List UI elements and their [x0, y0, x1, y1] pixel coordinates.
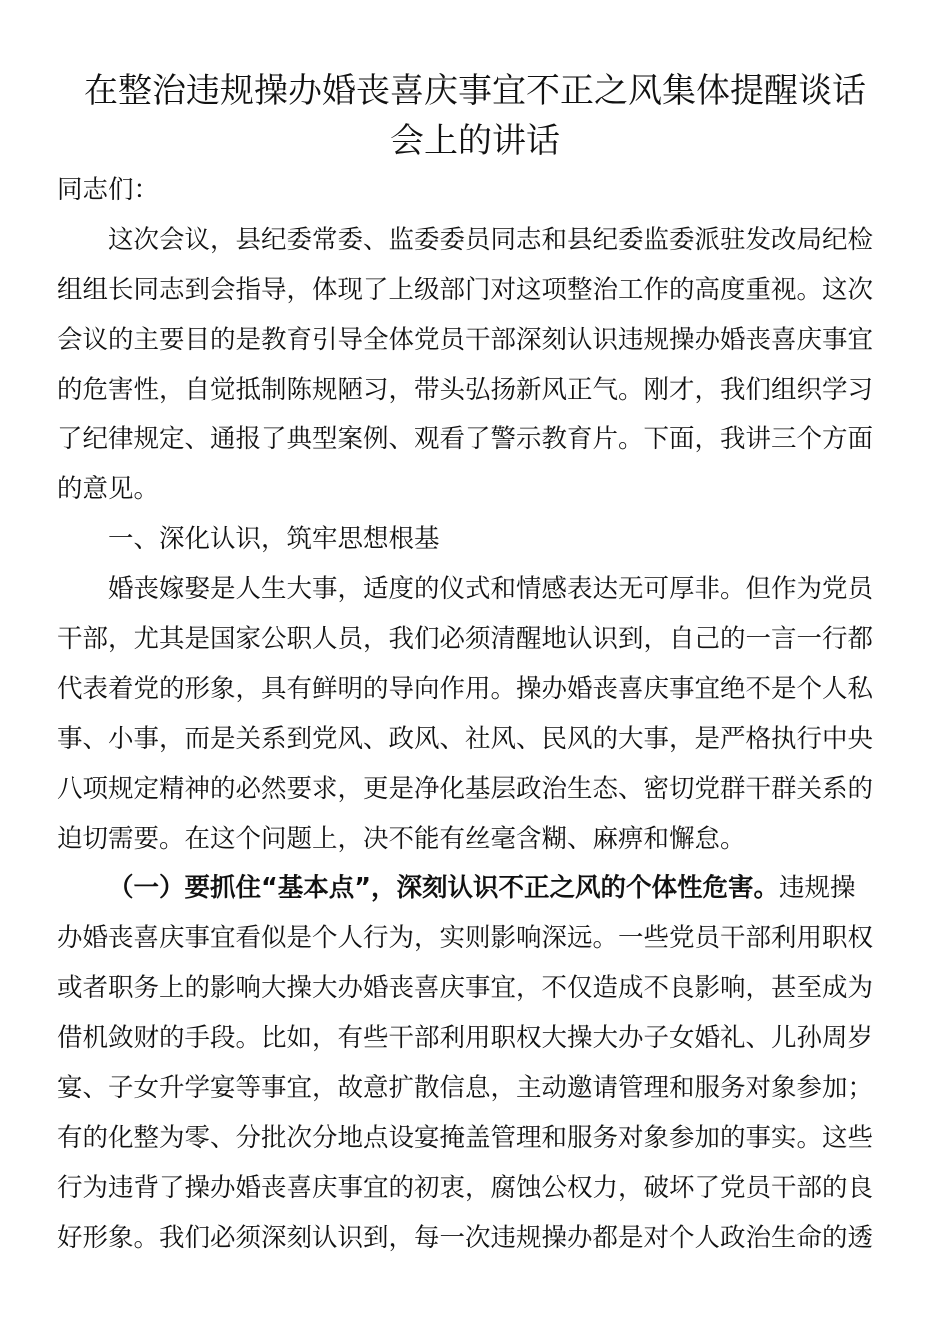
- salutation: 同志们：: [57, 175, 160, 205]
- paragraph-line: 或者职务上的影响大操大办婚丧喜庆事宜，不仅造成不良影响，甚至成为: [57, 973, 874, 1004]
- paragraph-line: 干部，尤其是国家公职人员，我们必须清醒地认识到，自己的一言一行都: [57, 624, 874, 655]
- subsection-heading: （一）要抓住“基本点”，深刻认识不正之风的个体性危害。: [108, 873, 780, 904]
- paragraph-line: 会议的主要目的是教育引导全体党员干部深刻认识违规操办婚丧喜庆事宜: [57, 324, 874, 355]
- paragraph-line: 了纪律规定、通报了典型案例、观看了警示教育片。下面，我讲三个方面: [57, 424, 874, 455]
- paragraph-line: 这次会议，县纪委常委、监委委员同志和县纪委监委派驻发改局纪检: [108, 224, 874, 255]
- paragraph-subsection1: [57, 864, 877, 1263]
- document-body: [57, 166, 877, 1264]
- paragraph-section1: [57, 565, 877, 864]
- paragraph-line: 的意见。: [57, 474, 160, 505]
- title-line: 会上的讲话: [390, 121, 560, 161]
- subsection-text: 违规操: [779, 873, 856, 904]
- paragraph-line: 宴、子女升学宴等事宜，故意扩散信息，主动邀请管理和服务对象参加；: [57, 1073, 874, 1104]
- paragraph-line: 的危害性，自觉抵制陈规陋习，带头弘扬新风正气。刚才，我们组织学习: [57, 374, 874, 405]
- paragraph-line: 事、小事，而是关系到党风、政风、社风、民风的大事，是严格执行中央: [57, 723, 874, 754]
- paragraph-line: 有的化整为零、分批次分地点设宴掩盖管理和服务对象参加的事实。这些: [57, 1122, 874, 1153]
- paragraph-line: 八项规定精神的必然要求，更是净化基层政治生态、密切党群干群关系的: [57, 773, 874, 804]
- subsection-first-line: [57, 864, 877, 914]
- paragraph-line: 婚丧嫁娶是人生大事，适度的仪式和情感表达无可厚非。但作为党员: [108, 574, 874, 605]
- document-title: [40, 66, 910, 166]
- paragraph-opening: [57, 216, 877, 515]
- paragraph-line: 代表着党的形象，具有鲜明的导向作用。操办婚丧喜庆事宜绝不是个人私: [57, 673, 874, 704]
- paragraph-line: 好形象。我们必须深刻认识到，每一次违规操办都是对个人政治生命的透: [57, 1222, 874, 1253]
- paragraph-line: 办婚丧喜庆事宜看似是个人行为，实则影响深远。一些党员干部利用职权: [57, 923, 874, 954]
- paragraph-line: 迫切需要。在这个问题上，决不能有丝毫含糊、麻痹和懈怠。: [57, 823, 746, 854]
- paragraph-line: 行为违背了操办婚丧喜庆事宜的初衷，腐蚀公权力，破坏了党员干部的良: [57, 1172, 874, 1203]
- paragraph-line: 借机敛财的手段。比如，有些干部利用职权大操大办子女婚礼、儿孙周岁: [57, 1023, 874, 1054]
- section-heading: 一、深化认识，筑牢思想根基: [108, 524, 440, 555]
- title-line: 在整治违规操办婚丧喜庆事宜不正之风集体提醒谈话: [84, 71, 866, 111]
- paragraph-line: 组组长同志到会指导，体现了上级部门对这项整治工作的高度重视。这次: [57, 274, 874, 305]
